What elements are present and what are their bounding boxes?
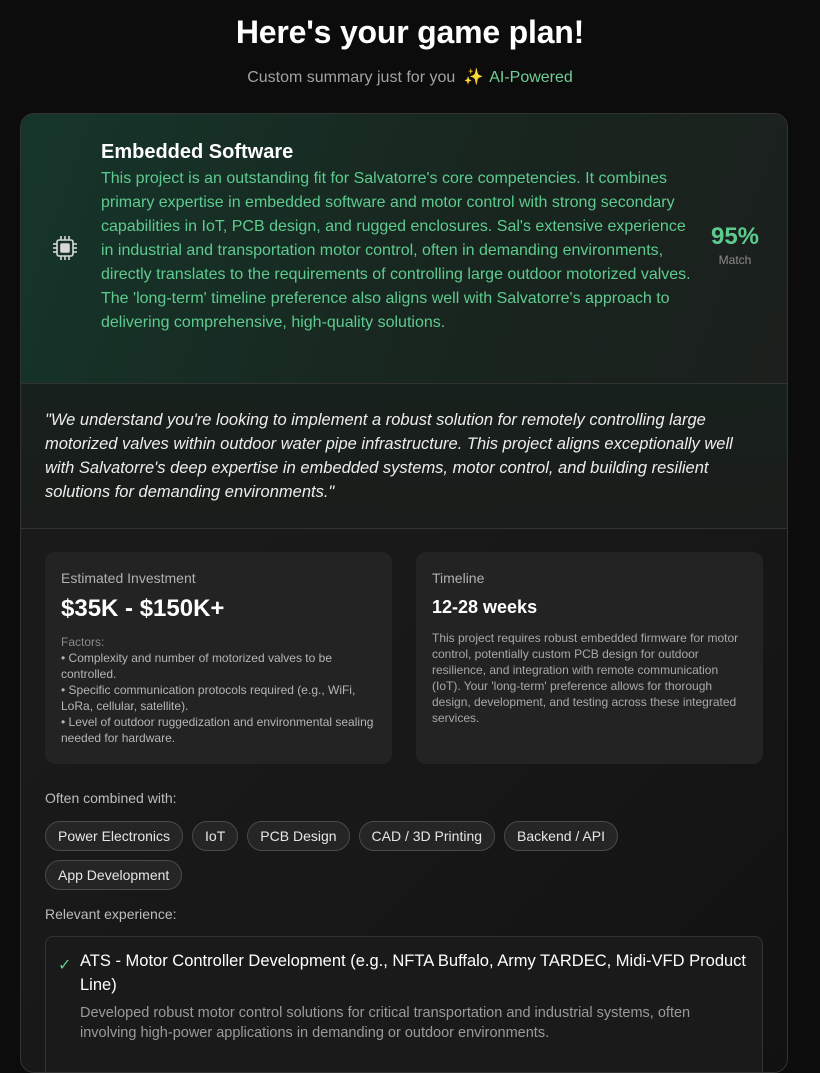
subtitle-text: Custom summary just for you [247,69,456,86]
project-summary [21,114,787,384]
combined-tags [45,821,705,890]
ai-powered-label: AI-Powered [489,69,573,86]
page-title: Here's your game plan! [235,14,585,50]
investment-card [45,552,392,764]
page-header [0,0,820,88]
tag-backend-api[interactable]: Backend / API [504,821,618,851]
timeline-label: Timeline [432,570,485,586]
tag-iot[interactable]: IoT [192,821,238,851]
tag-power-electronics[interactable]: Power Electronics [45,821,183,851]
factor-item: • Level of outdoor ruggedization and environmental sealing needed for hardware. [61,715,374,745]
factor-item: • Specific communication protocols required (e.g., WiFi, LoRa, cellular, satellite). [61,683,356,713]
tag-cad-3d-printing[interactable]: CAD / 3D Printing [359,821,495,851]
factor-item: • Complexity and number of motorized valves to be controlled. [61,651,332,681]
match-label: Match [718,253,752,267]
experience-description: Developed robust motor control solutions for critical transportation and industrial systems, often involving high-power applications in demanding or outdoor environments. [80,1005,691,1041]
experience-title: ATS - Motor Controller Development (e.g., NFTA Buffalo, Army TARDEC, Midi-VFD Product Line) [80,952,747,994]
project-title: Embedded Software [101,141,294,163]
sparkle-icon: ✨ [463,69,484,86]
match-percent: 95% [710,223,760,250]
experience-label: Relevant experience: [45,906,177,922]
investment-value: $35K - $150K+ [61,595,225,622]
subtitle [0,68,820,88]
match-score [707,223,763,267]
combined-label: Often combined with: [45,790,177,806]
timeline-value: 12-28 weeks [432,597,538,617]
tag-app-development[interactable]: App Development [45,860,182,890]
experience-item [45,936,763,1073]
check-icon: ✓ [58,957,72,974]
game-plan-card [20,113,788,1073]
timeline-card [416,552,763,764]
chip-icon [51,234,79,262]
tag-pcb-design[interactable]: PCB Design [247,821,349,851]
timeline-description: This project requires robust embedded firmware for motor control, potentially custom PCB design for outdoor resilience, and integration with remote communication (IoT). Your 'long-term' preference allows for thorough design, development, and testing across these integrated services. [432,631,739,725]
factors-label: Factors: [61,635,105,649]
investment-label: Estimated Investment [61,570,196,586]
quote-section [21,384,787,529]
stats-row [45,552,763,764]
project-description: This project is an outstanding fit for Salvatorre's core competencies. It combines primary expertise in embedded software and motor control with strong secondary capabilities in IoT, PCB design, and rugged enclosures. Sal's extensive experience in industrial and transportation motor control, often in demanding environments, directly translates to the requirements of controlling large outdoor motorized valves. The 'long-term' timeline preference also aligns well with Salvatorre's approach to delivering comprehensive, high-quality solutions. [101,170,691,331]
summary-quote: "We understand you're looking to implement a robust solution for remotely controlling large motorized valves within outdoor water pipe infrastructure. This project aligns exceptionally well with Salvatorre's deep expertise in embedded systems, motor control, and building resilient solutions for demanding environments." [45,411,733,501]
